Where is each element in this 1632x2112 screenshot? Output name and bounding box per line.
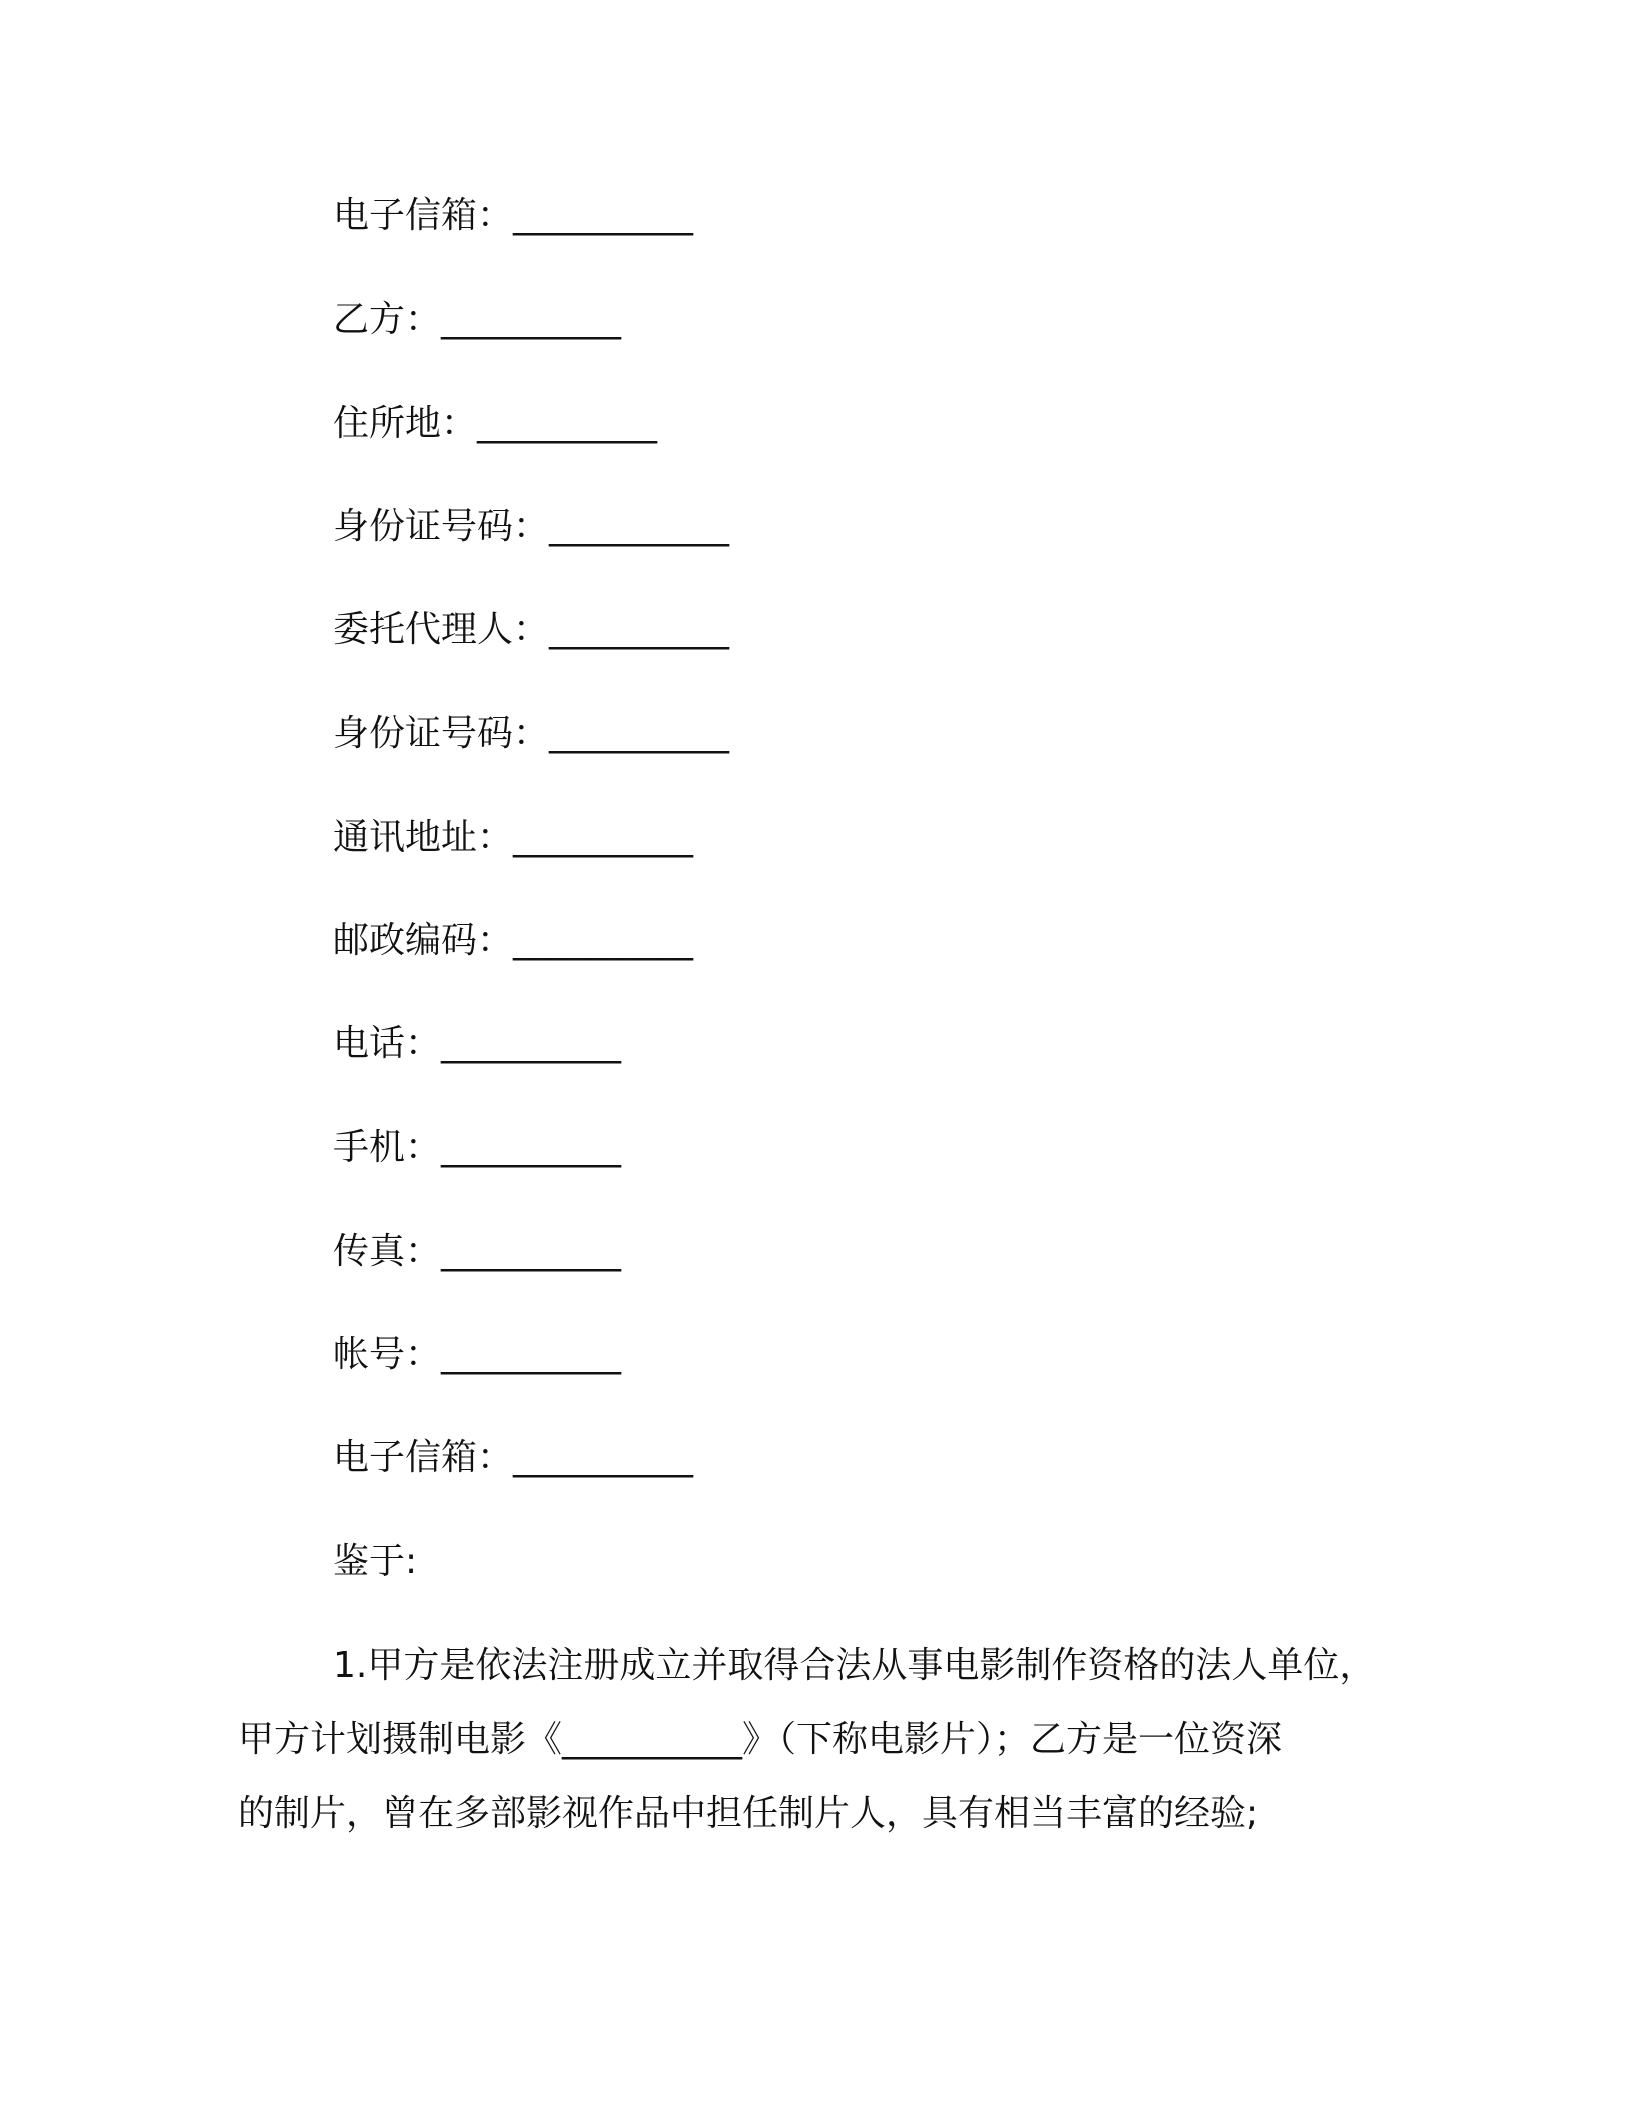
- field-label: 传真：: [333, 1231, 442, 1272]
- field-label: 身份证号码：: [333, 506, 550, 547]
- field-party-b: [333, 296, 621, 344]
- fill-blank: __________: [513, 920, 694, 961]
- field-residence: [333, 400, 657, 448]
- field-label: 委托代理人：: [333, 609, 550, 650]
- field-fax: [333, 1228, 621, 1276]
- field-id-number-2: [333, 710, 729, 758]
- fill-blank: __________: [441, 1334, 622, 1375]
- field-label: 乙方：: [333, 299, 442, 340]
- fill-blank: __________: [549, 506, 730, 547]
- field-label: 电子信箱：: [333, 1437, 514, 1478]
- fill-blank: __________: [441, 1127, 622, 1168]
- field-label: 住所地：: [333, 403, 478, 444]
- fill-blank: __________: [441, 1231, 622, 1272]
- field-postcode: [333, 917, 693, 965]
- fill-blank: __________: [513, 195, 694, 236]
- field-email-2: [333, 1434, 693, 1482]
- fill-blank: __________: [513, 1437, 694, 1478]
- fill-blank: __________: [441, 299, 622, 340]
- clause-1-line-3: 的制片，曾在多部影视作品中担任制片人，具有相当丰富的经验;: [238, 1793, 1259, 1834]
- fill-blank: __________: [549, 713, 730, 754]
- field-label: 电话：: [333, 1023, 442, 1064]
- field-label: 电子信箱：: [333, 195, 514, 236]
- fill-blank: __________: [477, 403, 658, 444]
- fill-blank: __________: [441, 1023, 622, 1064]
- field-address: [333, 814, 693, 862]
- field-email-1: [333, 192, 693, 240]
- clause-1-line-1: 1.甲方是依法注册成立并取得合法从事电影制作资格的法人单位，: [333, 1645, 1376, 1686]
- whereas-heading: 鉴于:: [333, 1541, 418, 1582]
- field-id-number-1: [333, 503, 729, 551]
- clause-1-line-2: 甲方计划摄制电影《__________》（下称电影片）；乙方是一位资深: [238, 1719, 1283, 1760]
- fill-blank: __________: [549, 609, 730, 650]
- fill-blank: __________: [513, 817, 694, 858]
- field-mobile: [333, 1124, 621, 1172]
- field-label: 手机：: [333, 1127, 442, 1168]
- field-phone: [333, 1020, 621, 1068]
- field-label: 帐号：: [333, 1334, 442, 1375]
- field-label: 邮政编码：: [333, 920, 514, 961]
- field-label: 通讯地址：: [333, 817, 514, 858]
- field-label: 身份证号码：: [333, 713, 550, 754]
- field-account: [333, 1331, 621, 1379]
- field-agent: [333, 606, 729, 654]
